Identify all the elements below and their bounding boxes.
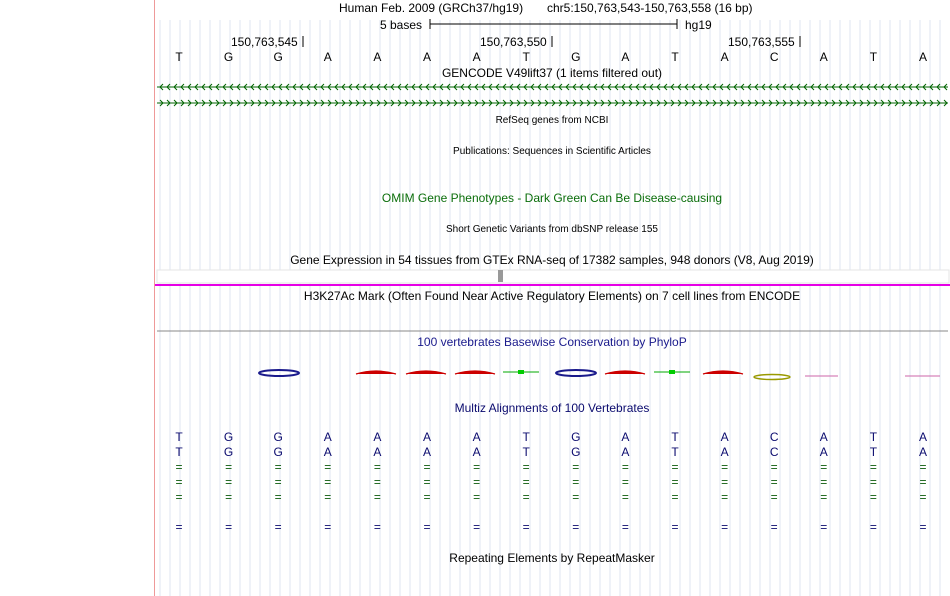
align-human-base: A bbox=[323, 430, 332, 444]
align-dog-base: = bbox=[721, 475, 729, 489]
position-title: chr5:150,763,543-150,763,558 (16 bp) bbox=[547, 1, 753, 15]
assembly-title: Human Feb. 2009 (GRCh37/hg19) bbox=[339, 1, 524, 15]
align-xtropicalis-base: = bbox=[373, 520, 381, 534]
align-mouse-base: = bbox=[175, 460, 183, 474]
align-xtropicalis-base: = bbox=[671, 520, 679, 534]
align-rhesus-base: A bbox=[323, 445, 332, 459]
align-xtropicalis-base: = bbox=[721, 520, 729, 534]
align-dog-base: = bbox=[869, 475, 877, 489]
ruler-tick-label: 150,763,545 bbox=[231, 35, 298, 49]
refseq-track-title[interactable]: RefSeq genes from NCBI bbox=[495, 115, 609, 126]
align-xtropicalis-base: = bbox=[522, 520, 530, 534]
align-mouse-base: = bbox=[572, 460, 580, 474]
align-elephant-base: = bbox=[324, 490, 332, 504]
align-xtropicalis-base: = bbox=[423, 520, 431, 534]
align-mouse-base: = bbox=[225, 460, 233, 474]
align-dog-base: = bbox=[473, 475, 481, 489]
align-dog-base: = bbox=[522, 475, 530, 489]
ruler-tick-label: 150,763,555 bbox=[728, 35, 795, 49]
align-elephant-base: = bbox=[621, 490, 629, 504]
align-elephant-base: = bbox=[869, 490, 877, 504]
align-human-base: G bbox=[571, 430, 581, 444]
align-rhesus-base: T bbox=[522, 445, 530, 459]
align-rhesus-base: A bbox=[918, 445, 928, 459]
phylop-score-mark bbox=[518, 370, 524, 374]
align-mouse-base: = bbox=[770, 460, 778, 474]
align-human-base: G bbox=[223, 430, 234, 444]
align-human-base: A bbox=[621, 430, 630, 444]
phylop-score-mark bbox=[455, 371, 495, 374]
align-dog-base: = bbox=[175, 475, 183, 489]
align-elephant-base: = bbox=[919, 490, 927, 504]
ruler-tick-label: 150,763,550 bbox=[480, 35, 547, 49]
align-mouse-base: = bbox=[671, 460, 679, 474]
align-xtropicalis-base: = bbox=[869, 520, 877, 534]
align-human-base: A bbox=[720, 430, 729, 444]
align-rhesus-base: G bbox=[571, 445, 581, 459]
align-xtropicalis-base: = bbox=[572, 520, 580, 534]
align-xtropicalis-base: = bbox=[274, 520, 282, 534]
align-dog-base: = bbox=[770, 475, 778, 489]
base-letter: G bbox=[223, 50, 234, 64]
align-mouse-base: = bbox=[423, 460, 431, 474]
base-letter: T bbox=[175, 50, 183, 64]
publications-track-title[interactable]: Publications: Sequences in Scientific Articles bbox=[453, 146, 651, 157]
track-labels-panel bbox=[0, 0, 155, 596]
base-letter: T bbox=[869, 50, 878, 64]
align-human-base: T bbox=[522, 430, 530, 444]
align-rhesus-base: G bbox=[273, 445, 283, 459]
align-mouse-base: = bbox=[721, 460, 729, 474]
align-elephant-base: = bbox=[522, 490, 530, 504]
align-dog-base: = bbox=[671, 475, 679, 489]
align-xtropicalis-base: = bbox=[621, 520, 629, 534]
align-human-base: G bbox=[273, 430, 283, 444]
align-dog-base: = bbox=[820, 475, 828, 489]
align-elephant-base: = bbox=[225, 490, 233, 504]
phylop-score-mark bbox=[259, 370, 299, 376]
phylop-score-mark bbox=[703, 371, 743, 374]
base-letter: G bbox=[273, 50, 283, 64]
align-rhesus-base: T bbox=[671, 445, 679, 459]
phylop-track-title[interactable]: 100 vertebrates Basewise Conservation by PhyloP bbox=[417, 335, 687, 349]
align-elephant-base: = bbox=[274, 490, 282, 504]
phylop-score-mark bbox=[669, 370, 675, 374]
align-dog-base: = bbox=[423, 475, 431, 489]
align-mouse-base: = bbox=[324, 460, 332, 474]
align-human-base: T bbox=[671, 430, 679, 444]
align-mouse-base: = bbox=[820, 460, 828, 474]
align-mouse-base: = bbox=[869, 460, 877, 474]
align-dog-base: = bbox=[225, 475, 233, 489]
base-letter: A bbox=[373, 50, 382, 64]
base-letter: A bbox=[819, 50, 828, 64]
align-mouse-base: = bbox=[373, 460, 381, 474]
align-elephant-base: = bbox=[572, 490, 580, 504]
base-letter: A bbox=[323, 50, 332, 64]
align-rhesus-base: A bbox=[621, 445, 630, 459]
base-letter: T bbox=[522, 50, 530, 64]
align-rhesus-base: A bbox=[819, 445, 828, 459]
align-elephant-base: = bbox=[671, 490, 679, 504]
align-xtropicalis-base: = bbox=[473, 520, 481, 534]
align-dog-base: = bbox=[572, 475, 580, 489]
align-elephant-base: = bbox=[820, 490, 828, 504]
align-rhesus-base: A bbox=[422, 445, 432, 459]
scale-bar-db: hg19 bbox=[685, 18, 712, 32]
align-human-base: A bbox=[422, 430, 432, 444]
align-xtropicalis-base: = bbox=[324, 520, 332, 534]
base-letter: A bbox=[422, 50, 432, 64]
base-letter: G bbox=[571, 50, 581, 64]
align-mouse-base: = bbox=[473, 460, 481, 474]
gtex-track-box bbox=[157, 270, 949, 283]
align-dog-base: = bbox=[919, 475, 927, 489]
align-human-base: A bbox=[373, 430, 382, 444]
align-rhesus-base: T bbox=[175, 445, 183, 459]
align-mouse-base: = bbox=[274, 460, 282, 474]
align-xtropicalis-base: = bbox=[175, 520, 183, 534]
h3k27ac-track-title[interactable]: H3K27Ac Mark (Often Found Near Active Regulatory Elements) on 7 cell lines from ENCODE bbox=[303, 289, 801, 303]
align-elephant-base: = bbox=[175, 490, 183, 504]
align-xtropicalis-base: = bbox=[225, 520, 233, 534]
align-human-base: C bbox=[769, 430, 779, 444]
phylop-score-mark bbox=[605, 371, 645, 374]
omim-track-title[interactable]: OMIM Gene Phenotypes - Dark Green Can Be Disease-causing bbox=[381, 191, 723, 205]
align-human-base: T bbox=[175, 430, 183, 444]
base-letter: T bbox=[671, 50, 679, 64]
align-elephant-base: = bbox=[423, 490, 431, 504]
align-dog-base: = bbox=[621, 475, 629, 489]
align-mouse-base: = bbox=[919, 460, 927, 474]
repeatmasker-track-title[interactable]: Repeating Elements by RepeatMasker bbox=[449, 551, 655, 565]
align-mouse-base: = bbox=[621, 460, 629, 474]
align-mouse-base: = bbox=[522, 460, 530, 474]
align-human-base: T bbox=[869, 430, 878, 444]
gtex-expression-bar bbox=[498, 270, 503, 282]
align-elephant-base: = bbox=[770, 490, 778, 504]
scale-bar-text: 5 bases bbox=[380, 18, 423, 32]
align-elephant-base: = bbox=[373, 490, 381, 504]
label-panel-divider bbox=[154, 0, 155, 596]
phylop-score-mark bbox=[754, 375, 790, 380]
align-rhesus-base: A bbox=[373, 445, 382, 459]
align-elephant-base: = bbox=[721, 490, 729, 504]
base-letter: C bbox=[769, 50, 779, 64]
align-rhesus-base: A bbox=[472, 445, 481, 459]
base-letter: A bbox=[472, 50, 481, 64]
align-elephant-base: = bbox=[473, 490, 481, 504]
base-letter: A bbox=[720, 50, 729, 64]
base-letter: A bbox=[918, 50, 928, 64]
base-letter: A bbox=[621, 50, 630, 64]
align-human-base: A bbox=[819, 430, 828, 444]
gtex-track-title[interactable]: Gene Expression in 54 tissues from GTEx RNA-seq of 17382 samples, 948 donors (V8, Aug 2019) bbox=[290, 253, 814, 267]
align-rhesus-base: T bbox=[869, 445, 878, 459]
align-rhesus-base: C bbox=[769, 445, 779, 459]
align-dog-base: = bbox=[324, 475, 332, 489]
align-human-base: A bbox=[472, 430, 481, 444]
align-dog-base: = bbox=[274, 475, 282, 489]
align-xtropicalis-base: = bbox=[820, 520, 828, 534]
align-dog-base: = bbox=[373, 475, 381, 489]
align-rhesus-base: G bbox=[223, 445, 234, 459]
align-rhesus-base: A bbox=[720, 445, 729, 459]
align-xtropicalis-base: = bbox=[770, 520, 778, 534]
dbsnp-track-title[interactable]: Short Genetic Variants from dbSNP release 155 bbox=[446, 224, 658, 235]
align-human-base: A bbox=[918, 430, 928, 444]
multiz-track-title[interactable]: Multiz Alignments of 100 Vertebrates bbox=[454, 401, 650, 415]
gencode-track-title[interactable]: GENCODE V49lift37 (1 items filtered out) bbox=[441, 66, 663, 80]
align-xtropicalis-base: = bbox=[919, 520, 927, 534]
